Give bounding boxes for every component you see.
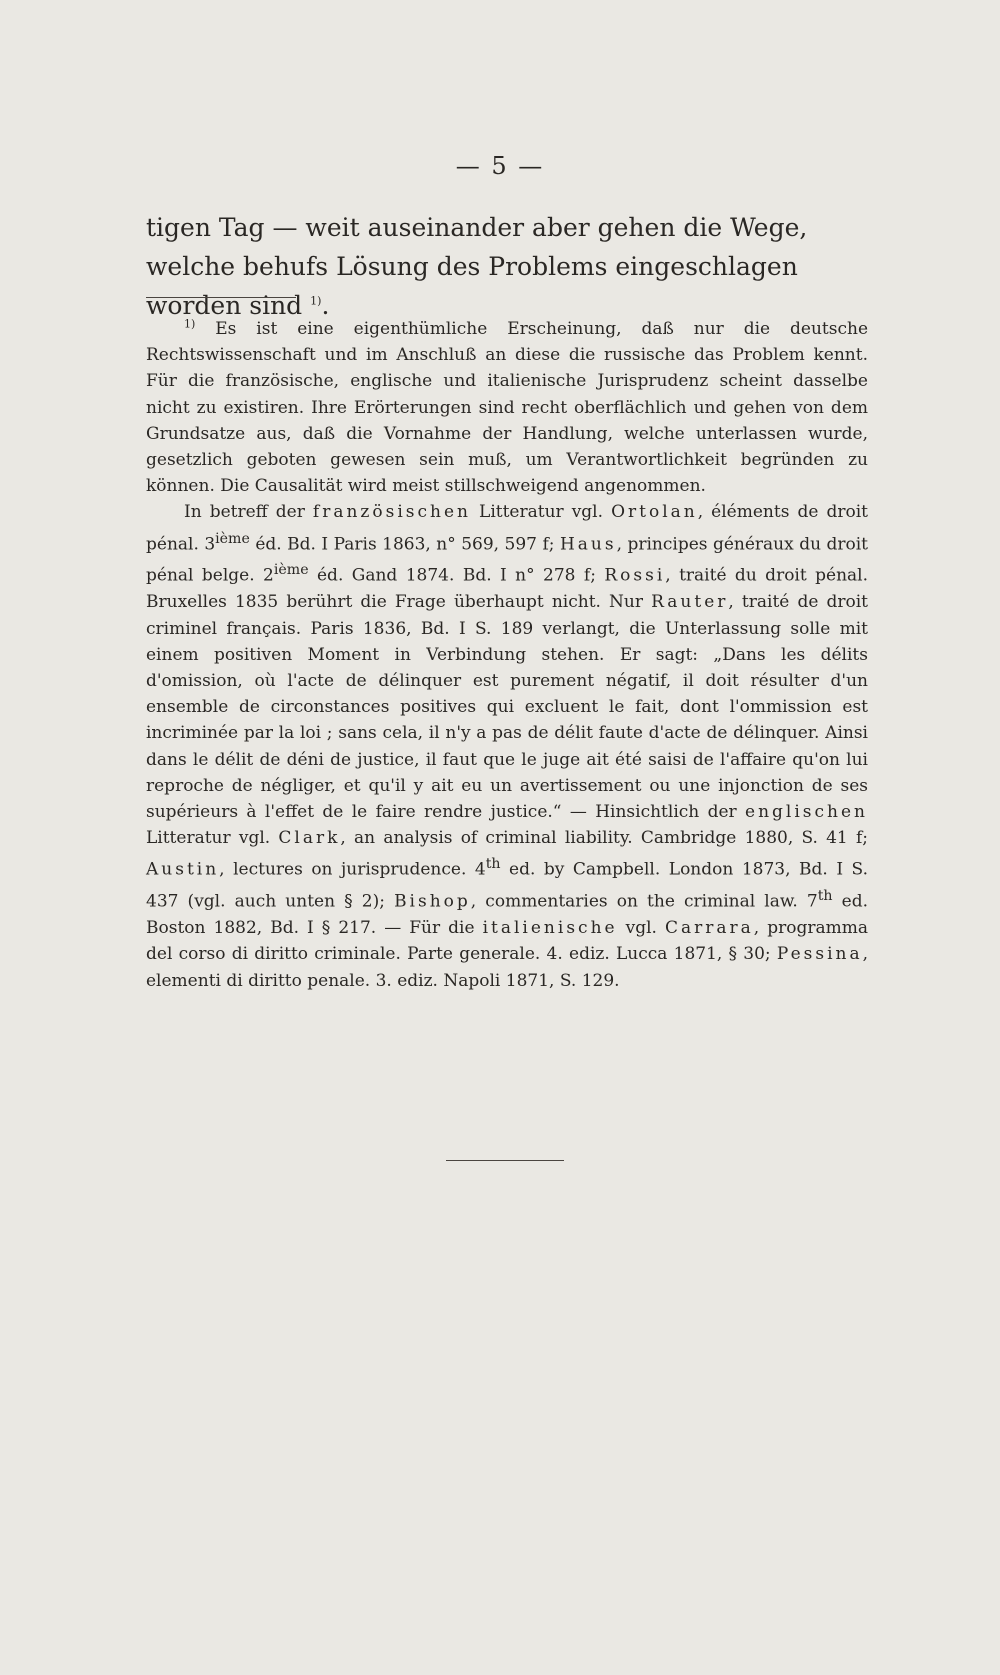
- fn-text: Litteratur vgl.: [146, 828, 271, 849]
- fn-text: In betreff der: [184, 502, 305, 523]
- fn-superscript: ième: [273, 562, 309, 579]
- fn-text: éd. Gand 1874. Bd. I n° 278 f;: [308, 566, 596, 587]
- footnotes: [146, 316, 868, 994]
- fn-text: vgl.: [625, 918, 657, 939]
- fn-superscript: th: [485, 856, 501, 873]
- fn-author: Rossi: [604, 566, 666, 587]
- fn-text: , commentaries on the criminal law. 7: [470, 891, 818, 912]
- fn-text: Litteratur vgl.: [479, 502, 604, 523]
- fn-author: Ortolan: [611, 502, 698, 523]
- fn-text: éd. Bd. I Paris 1863, n° 569, 597 f;: [249, 534, 555, 555]
- fn-author: Pessina: [776, 944, 863, 965]
- fn-text: , an analysis of criminal liability. Cambridge 1880, S. 41 f;: [340, 828, 868, 849]
- fn-text: , traité de droit criminel français. Paris 1836, Bd. I S. 189 verlangt, die Unterlassung solle mit einem positiven Moment in Verbindung stehen. Er sagt: „Dans les délits d'omission, où l'acte de délinquer est purement négatif, il doit résulter d'un ensemble de circonstances positives qui excluent le fait, dont l'ommission est incriminée par la loi ; sans cela, il n'y a pas de délit faute d'acte de délinquer. Ainsi dans le délit de déni de justice, il faut que le juge ait été saisi de l'affaire qu'on lui reproche de négliger, et qu'il y ait eu un avertissement ou une injonction de ses supérieurs à l'effet de le faire rendre justice.“ — Hinsichtlich der: [146, 592, 869, 822]
- end-separator: [446, 1160, 564, 1161]
- fn-text: , éléments de droit pénal. 3: [146, 502, 868, 555]
- footnote-paragraph-1: [146, 316, 868, 499]
- page-number: — 5 —: [455, 152, 545, 180]
- fn-text: ed. by Campbell. London 1873, Bd. I S. 437 (vgl. auch unten § 2);: [146, 860, 868, 912]
- fn-spaced: englischen: [745, 801, 868, 822]
- fn-author: Carrara: [665, 918, 754, 939]
- fn-author: Haus: [559, 534, 617, 555]
- fn-text: , elementi di diritto penale. 3. ediz. Napoli 1871, S. 129.: [146, 944, 869, 991]
- fn-superscript: ième: [215, 530, 250, 547]
- footnote-separator: [146, 297, 296, 298]
- main-text: tigen Tag — weit auseinander aber gehen die Wege, welche behufs Lösung des Problems eingeschlagen worden sind $^{1)}$.: [146, 213, 808, 320]
- main-text-body: tigen Tag — weit auseinander aber gehen die Wege, welche behufs Lösung des Problems eingeschlagen worden sind: [146, 213, 808, 320]
- fn-superscript: th: [817, 888, 833, 905]
- fn-text: , traité du droit pénal. Bruxelles 1835 berührt die Frage überhaupt nicht. Nur: [146, 566, 868, 613]
- footnote-text-1: Es ist eine eigenthümliche Erscheinung, daß nur die deutsche Rechtswissenschaft und im Anschluß an diese die russische das Problem kennt. Für die französische, englische und italienische Jurisprudenz scheint dasselbe nicht zu existiren. Ihre Erörterungen sind recht oberflächlich und gehen von dem Grundsatze aus, daß die Vornahme der Handlung, welche unterlassen wurde, gesetzlich geboten gewesen sein muß, um Verantwortlichkeit begründen zu können. Die Causalität wird meist stillschweigend angenommen.: [146, 319, 869, 497]
- fn-author: Clark: [278, 828, 341, 849]
- footnote-mark: 1): [184, 317, 196, 331]
- fn-spaced: italienische: [482, 918, 618, 939]
- footnote-paragraph-2: [146, 499, 868, 993]
- fn-spaced: französischen: [312, 502, 471, 523]
- fn-text: ed. Boston 1882, Bd. I § 217. — Für die: [146, 891, 868, 939]
- fn-text: , principes généraux du droit pénal belge. 2: [146, 534, 869, 587]
- footnote-reference: 1): [310, 294, 322, 308]
- fn-text: , programma del corso di diritto criminale. Parte generale. 4. ediz. Lucca 1871, § 30;: [146, 918, 869, 965]
- fn-author: Rauter: [651, 592, 729, 613]
- fn-text: , lectures on jurisprudence. 4: [219, 860, 486, 881]
- fn-author: Austin: [146, 860, 220, 881]
- fn-author: Bishop: [394, 891, 471, 912]
